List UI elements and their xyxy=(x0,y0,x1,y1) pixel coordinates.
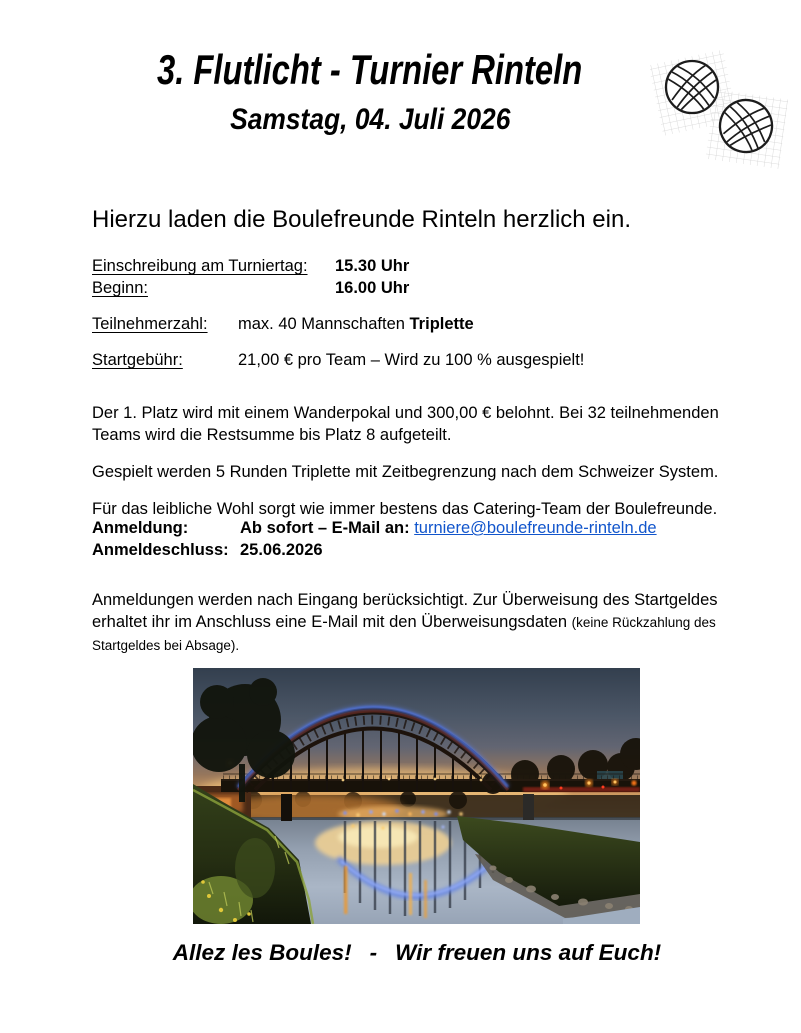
registration-time: 15.30 Uhr xyxy=(335,257,410,275)
participants-label: Teilnehmerzahl: xyxy=(92,315,208,333)
header xyxy=(40,48,700,136)
participants-count: max. 40 Mannschaften xyxy=(238,315,410,333)
note-smallprint: (keine Rückzahlung des Startgeldes bei Absage). xyxy=(92,614,716,653)
registration-note xyxy=(92,589,732,657)
note-text: Anmeldungen werden nach Eingang berücksichtigt. Zur Überweisung des Startgeldes erhaltet ihr im Anschluss eine E-Mail mit den Überweisungsdaten xyxy=(92,590,718,631)
participants-value xyxy=(238,313,474,335)
deadline-row xyxy=(92,539,323,561)
event-date: Samstag, 04. Juli 2026 xyxy=(229,103,511,136)
page-title: 3. Flutlicht - Turnier Rinteln xyxy=(157,46,583,93)
mode-paragraph: Gespielt werden 5 Runden Triplette mit Zeitbegrenzung nach dem Schweizer System. xyxy=(92,462,719,481)
registration-label: Einschreibung am Turniertag: xyxy=(92,257,308,275)
deadline-value: 25.06.2026 xyxy=(240,541,323,559)
fee-row xyxy=(92,349,742,371)
begin-row xyxy=(92,277,742,299)
participants-format: Triplette xyxy=(409,315,474,333)
bridge-dusk-photo xyxy=(193,668,640,924)
fee-value: 21,00 € pro Team – Wird zu 100 % ausgespielt! xyxy=(238,351,585,369)
slogan-right: Wir freuen uns auf Euch! xyxy=(395,940,662,965)
invitation-line: Hierzu laden die Boulefreunde Rinteln herzlich ein. xyxy=(92,206,631,233)
catering-paragraph: Für das leibliche Wohl sorgt wie immer bestens das Catering-Team der Boulefreunde. xyxy=(92,499,718,518)
slogan-dash: - xyxy=(369,940,378,965)
begin-time: 16.00 Uhr xyxy=(335,279,410,297)
begin-label: Beginn: xyxy=(92,279,148,297)
fee-label: Startgebühr: xyxy=(92,351,183,369)
footer-slogan xyxy=(33,940,801,966)
signup-block xyxy=(92,517,657,561)
signup-value xyxy=(240,517,657,539)
tournament-details xyxy=(92,255,742,371)
signup-label: Anmeldung: xyxy=(92,519,189,537)
signup-row xyxy=(92,517,657,539)
participants-row xyxy=(92,313,742,335)
email-link[interactable]: turniere@boulefreunde-rinteln.de xyxy=(414,519,657,537)
deadline-label: Anmeldeschluss: xyxy=(92,541,229,559)
slogan-left: Allez les Boules! xyxy=(172,940,352,965)
signup-instruction: Ab sofort – E-Mail an: xyxy=(240,519,415,537)
prize-paragraph: Der 1. Platz wird mit einem Wanderpokal und 300,00 € belohnt. Bei 32 teilnehmenden Teams wird die Restsumme bis Platz 8 aufgeteilt. xyxy=(92,403,719,444)
registration-row xyxy=(92,255,742,277)
